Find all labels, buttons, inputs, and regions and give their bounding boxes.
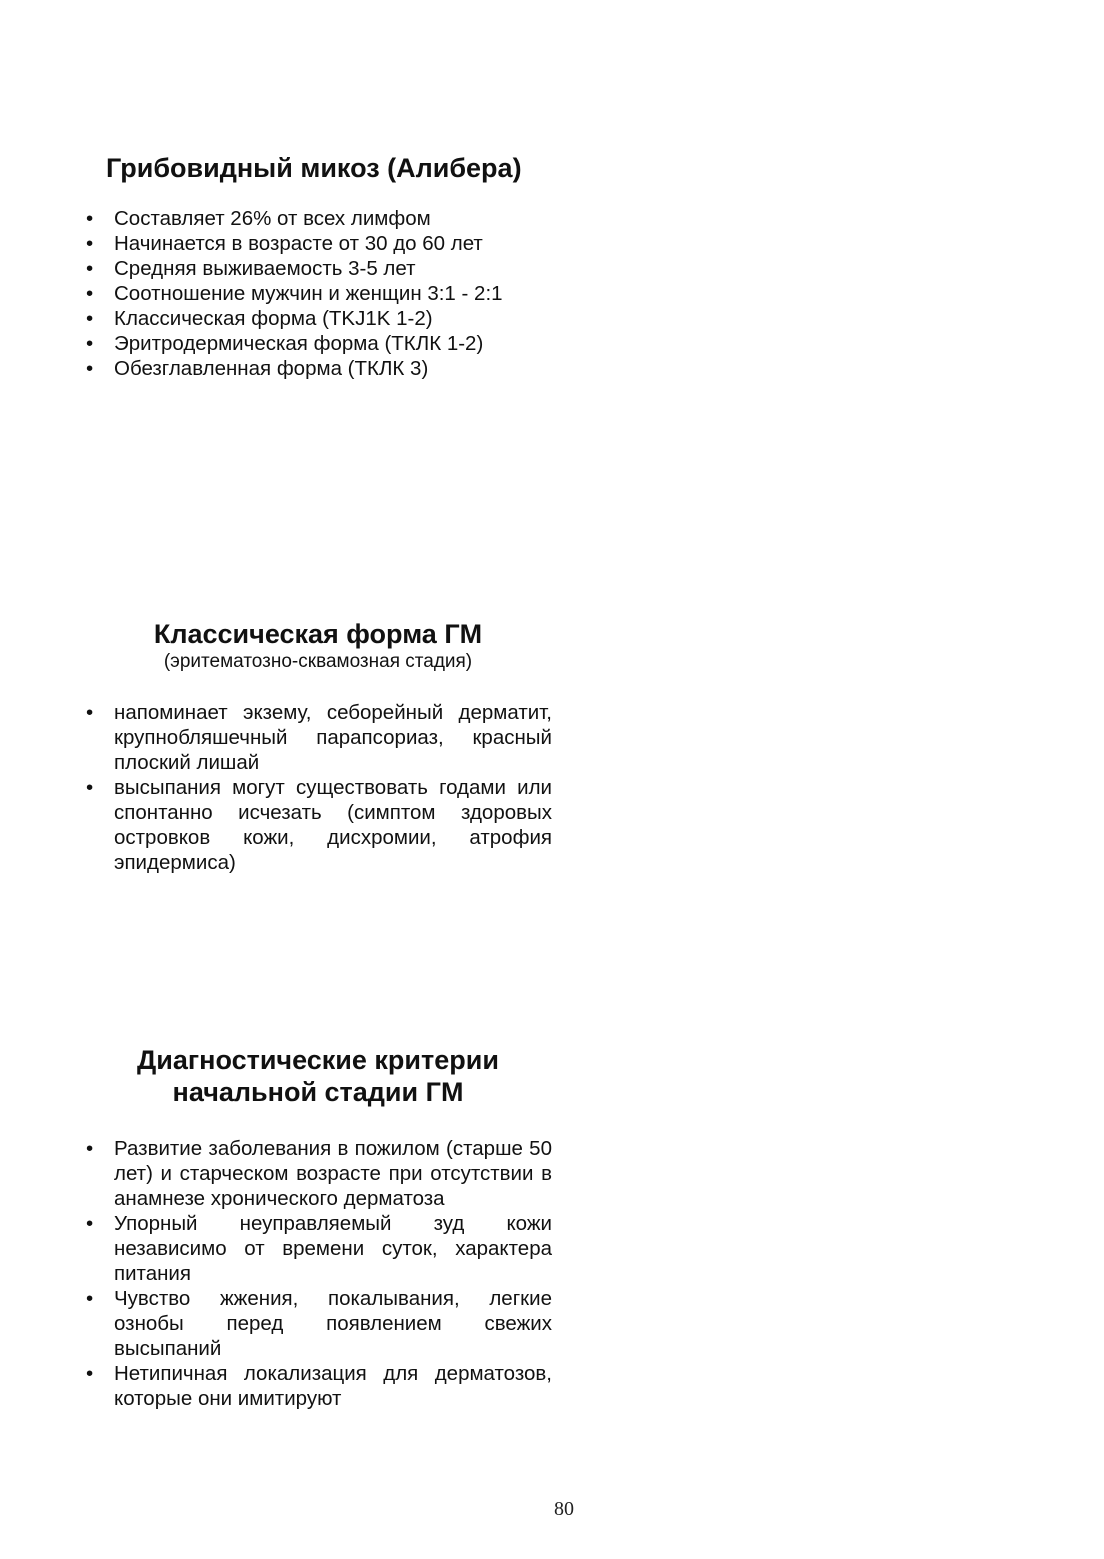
page-number: 80 (554, 1498, 574, 1520)
section-subtitle: (эритематозно-сквамозная стадия) (163, 651, 473, 672)
list-item: • напоминает экзему, себорейный дерматит, крупнобляшечный парапсориаз, красный плоский лишай (84, 700, 552, 775)
section-mycosis-fungoides (84, 152, 552, 381)
list-item: • Нетипичная локализация для дерматозов, которые они имитируют (84, 1361, 552, 1411)
bullet-list (84, 1136, 552, 1411)
list-item: • Обезглавленная форма (ТКЛК 3) (84, 356, 552, 381)
bullet-list (84, 700, 552, 875)
list-item: • Соотношение мужчин и женщин 3:1 - 2:1 (84, 281, 552, 306)
list-item: • Эритродермическая форма (ТКЛК 1-2) (84, 331, 552, 356)
section-title: Грибовидный микоз (Алибера) (106, 153, 522, 183)
list-item: • высыпания могут существовать годами или спонтанно исчезать (симптом здоровых островков кожи, дисхромии, атрофия эпидермиса) (84, 775, 552, 875)
list-item: • Чувство жжения, покалывания, легкие ознобы перед появлением свежих высыпаний (84, 1286, 552, 1361)
list-item: • Развитие заболевания в пожилом (старше 50 лет) и старческом возрасте при отсутствии в анамнезе хронического дерматоза (84, 1136, 552, 1211)
section-diagnostic-criteria (84, 1044, 552, 1411)
list-item: • Начинается в возрасте от 30 до 60 лет (84, 231, 552, 256)
list-item: • Составляет 26% от всех лимфом (84, 206, 552, 231)
section-title-line2: начальной стадии ГМ (172, 1077, 464, 1107)
list-item: • Средняя выживаемость 3-5 лет (84, 256, 552, 281)
list-item: • Упорный неуправляемый зуд кожи независимо от времени суток, характера питания (84, 1211, 552, 1286)
bullet-list (84, 206, 552, 381)
section-title-line1: Диагностические критерии (137, 1045, 499, 1075)
section-classic-form (84, 618, 552, 875)
list-item: • Классическая форма (TKJ1K 1-2) (84, 306, 552, 331)
section-title: Классическая форма ГМ (153, 619, 483, 649)
section-title (84, 1044, 552, 1108)
